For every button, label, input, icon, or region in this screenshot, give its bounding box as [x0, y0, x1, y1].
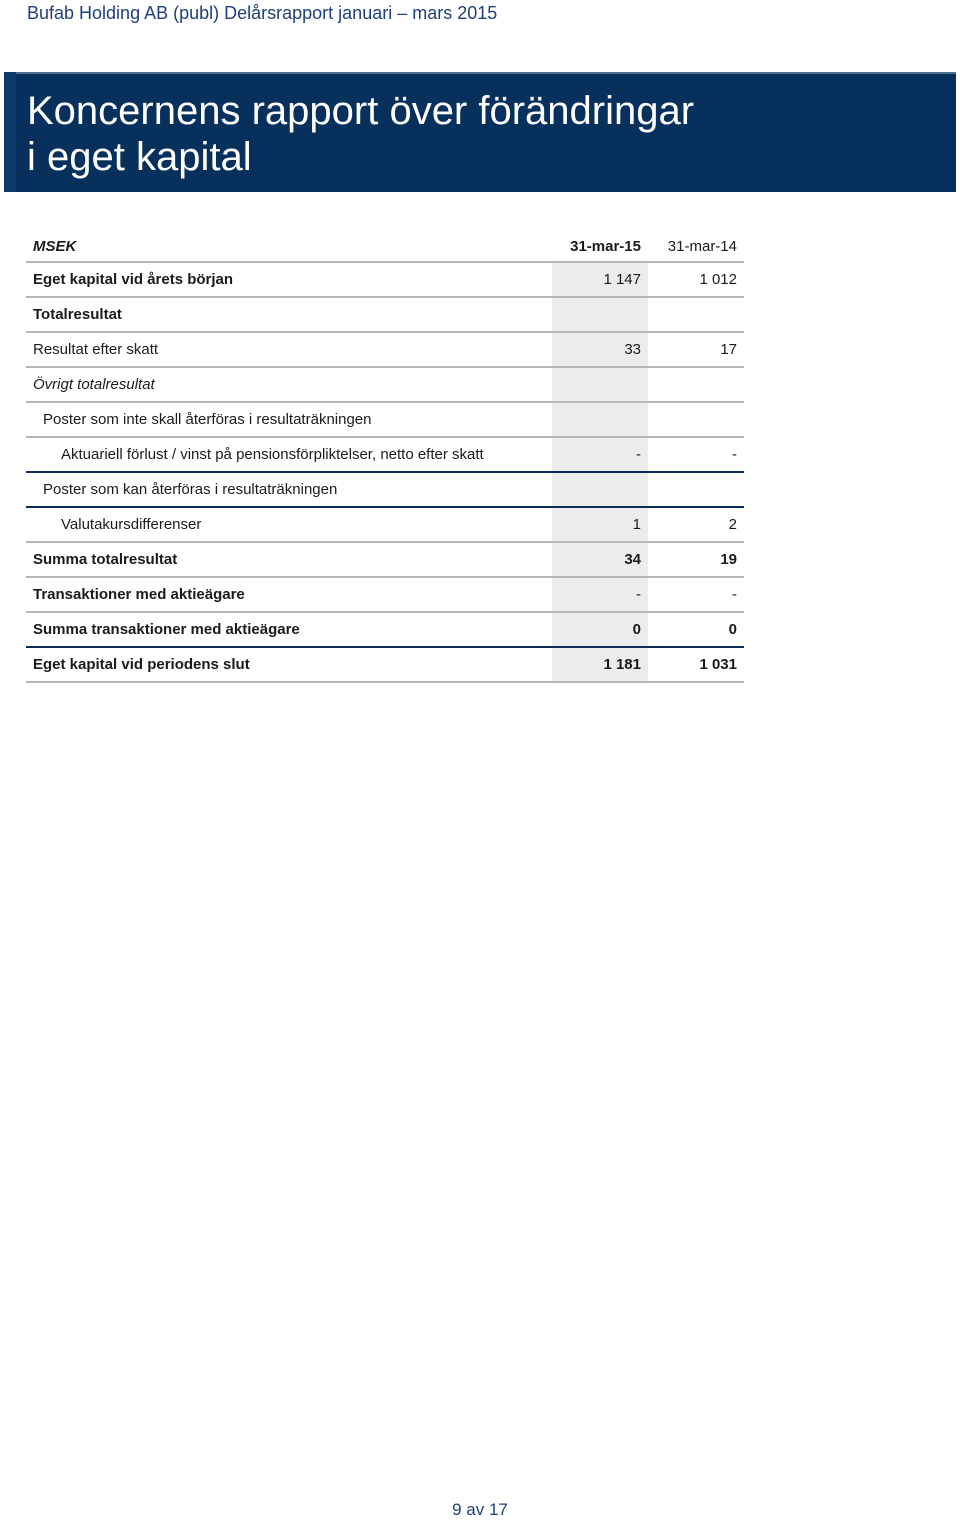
table-row	[26, 577, 744, 612]
table-row	[26, 367, 744, 402]
row-value-current: 34	[552, 542, 648, 577]
row-value-current: 0	[552, 612, 648, 647]
column-header-current: 31-mar-15	[552, 207, 648, 262]
row-label: Eget kapital vid årets början	[26, 262, 552, 297]
table-row	[26, 647, 744, 682]
row-value-prior: 1 031	[648, 647, 744, 682]
row-label: Aktuariell förlust / vinst på pensionsförpliktelser, netto efter skatt	[26, 437, 552, 472]
row-label: Eget kapital vid periodens slut	[26, 647, 552, 682]
row-value-prior: 19	[648, 542, 744, 577]
row-value-prior	[648, 472, 744, 507]
row-value-current	[552, 472, 648, 507]
row-value-current: -	[552, 437, 648, 472]
column-header-prior: 31-mar-14	[648, 207, 744, 262]
row-value-current	[552, 402, 648, 437]
row-label: Resultat efter skatt	[26, 332, 552, 367]
table-header-row	[26, 207, 744, 262]
row-value-current	[552, 367, 648, 402]
page-number: 9 av 17	[452, 1500, 508, 1519]
table-row	[26, 612, 744, 647]
table-row	[26, 332, 744, 367]
row-value-prior	[648, 402, 744, 437]
row-label: Summa totalresultat	[26, 542, 552, 577]
row-value-prior	[648, 367, 744, 402]
table-row	[26, 297, 744, 332]
row-label: Totalresultat	[26, 297, 552, 332]
row-label: Övrigt totalresultat	[26, 367, 552, 402]
row-value-prior	[648, 297, 744, 332]
table-row	[26, 542, 744, 577]
page-title	[27, 88, 927, 180]
table-row	[26, 402, 744, 437]
banner-accent	[4, 72, 16, 192]
row-label: Valutakursdifferenser	[26, 507, 552, 542]
row-value-current	[552, 297, 648, 332]
unit-label: MSEK	[26, 207, 552, 262]
table-row	[26, 472, 744, 507]
row-label: Poster som inte skall återföras i resultaträkningen	[26, 402, 552, 437]
running-header: Bufab Holding AB (publ) Delårsrapport januari – mars 2015	[27, 3, 498, 23]
row-label: Summa transaktioner med aktieägare	[26, 612, 552, 647]
table-row	[26, 437, 744, 472]
page-title-line-1: Koncernens rapport över förändringar	[27, 89, 695, 133]
row-value-current: 1 147	[552, 262, 648, 297]
row-value-prior: 17	[648, 332, 744, 367]
equity-changes-table	[26, 207, 744, 683]
table-row	[26, 507, 744, 542]
row-label: Transaktioner med aktieägare	[26, 577, 552, 612]
row-value-current: 33	[552, 332, 648, 367]
row-value-prior: 1 012	[648, 262, 744, 297]
row-value-prior: 2	[648, 507, 744, 542]
row-value-prior: 0	[648, 612, 744, 647]
page-title-line-2: i eget kapital	[27, 135, 252, 179]
row-value-prior: -	[648, 437, 744, 472]
row-label: Poster som kan återföras i resultaträkningen	[26, 472, 552, 507]
row-value-prior: -	[648, 577, 744, 612]
row-value-current: -	[552, 577, 648, 612]
table-row	[26, 262, 744, 297]
row-value-current: 1 181	[552, 647, 648, 682]
row-value-current: 1	[552, 507, 648, 542]
